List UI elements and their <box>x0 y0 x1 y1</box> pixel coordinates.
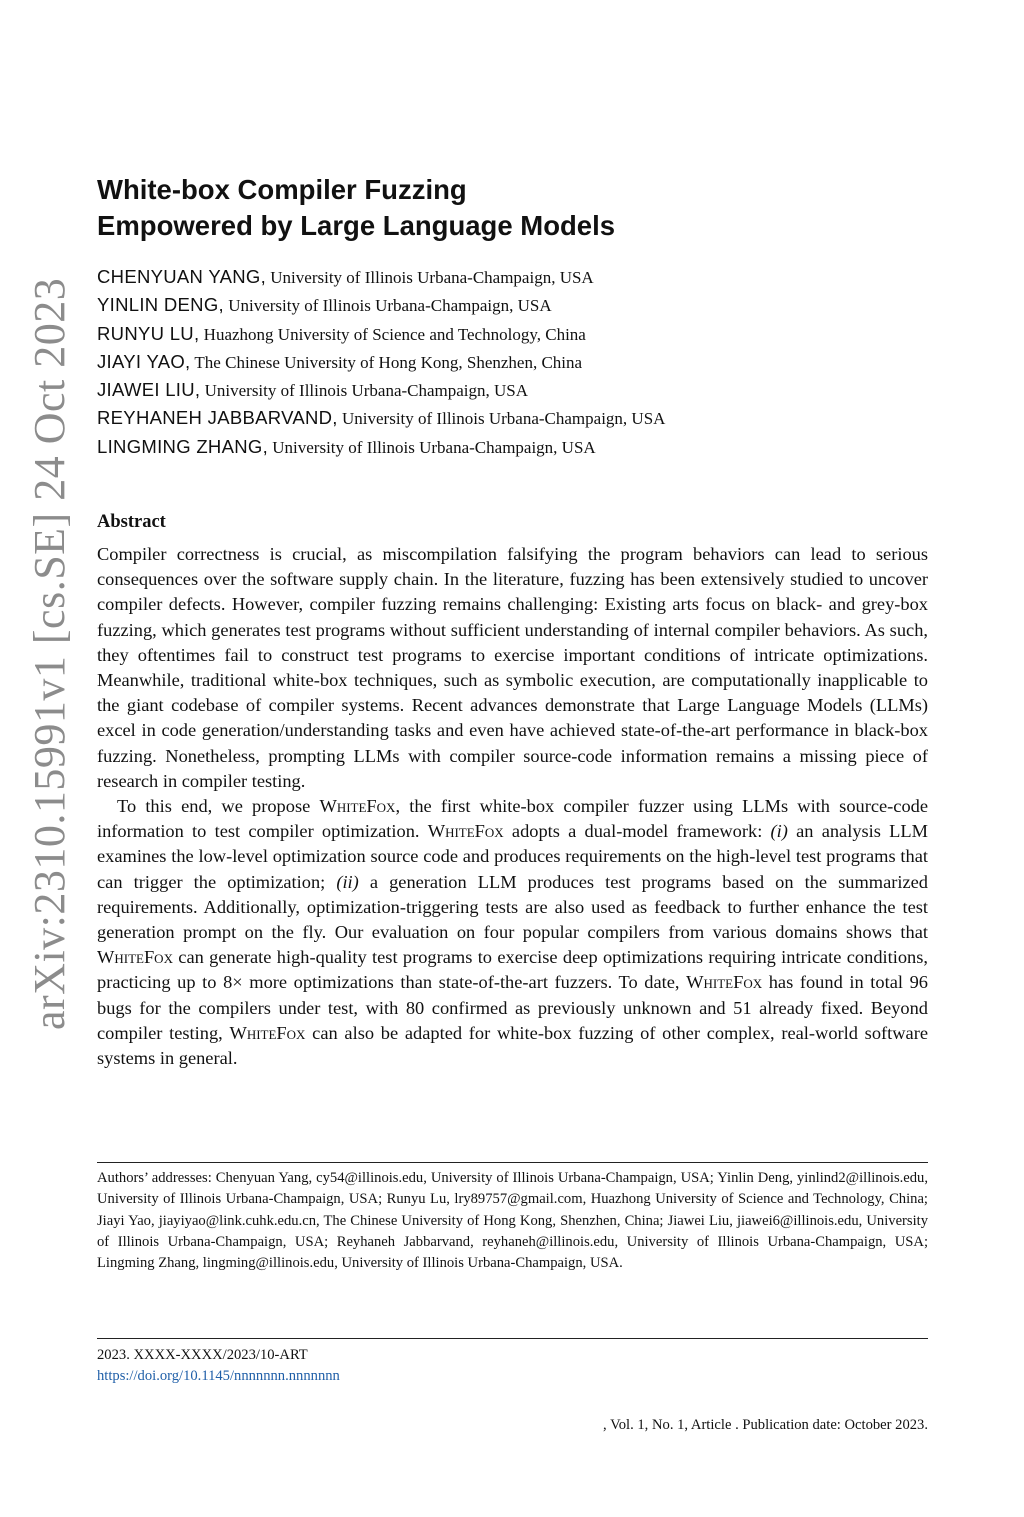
author-name: YINLIN DENG, <box>97 294 224 316</box>
text-run: a generation LLM produces test programs based on the summarized requirements. Additionally, optimization-triggering tests are also used as feedback to further enhance the test generation prompt on the fly. Our evaluation on four popular compilers from various domains shows that <box>97 871 928 943</box>
doi-link[interactable]: https://doi.org/10.1145/nnnnnnn.nnnnnnn <box>97 1368 340 1384</box>
text-run: can also be adapted for white-box fuzzing of other complex, real-world software systems in general. <box>97 1022 928 1069</box>
abstract-paragraph-1: Compiler correctness is crucial, as miscompilation falsifying the program behaviors can lead to serious consequences over the software supply chain. In the literature, fuzzing has been extensively studied to uncover compiler defects. However, compiler fuzzing remains challenging: Existing arts focus on black- and grey-box fuzzing, which generates test programs without sufficient understanding of internal compiler behaviors. As such, they oftentimes fail to construct test programs to exercise important conditions of intricate optimizations. Meanwhile, traditional white-box techniques, such as symbolic execution, are computationally inapplicable to the giant codebase of compiler systems. Recent advances demonstrate that Large Language Models (LLMs) excel in code generation/understanding tasks and even have achieved state-of-the-art performance in black-box fuzzing. Nonetheless, prompting LLMs with compiler source-code information remains a missing piece of research in compiler testing. <box>97 544 928 791</box>
page-footer: , Vol. 1, No. 1, Article . Publication date: October 2023. <box>603 1417 928 1433</box>
author-affiliation: Huazhong University of Science and Technology, China <box>199 324 586 344</box>
text-run: has found in total 96 bugs for the compilers under test, with 80 confirmed as previously unknown and 51 already fixed. Beyond compiler testing, <box>97 972 928 1043</box>
arxiv-stamp: arXiv:2310.15991v1 [cs.SE] 24 Oct 2023 <box>25 277 74 1030</box>
author-affiliation: The Chinese University of Hong Kong, Shenzhen, China <box>190 352 583 372</box>
author-affiliation: University of Illinois Urbana-Champaign, USA <box>266 268 594 287</box>
author-name: JIAWEI LIU, <box>97 379 201 401</box>
author-entry <box>97 433 937 461</box>
abstract-paragraph-2 <box>97 794 928 1071</box>
author-entry <box>97 291 937 319</box>
abstract-heading: Abstract <box>97 512 166 532</box>
author-entry <box>97 348 937 376</box>
author-name: REYHANEH JABBARVAND, <box>97 407 338 429</box>
author-name: LINGMING ZHANG, <box>97 435 269 457</box>
author-list <box>97 263 937 461</box>
footnote-divider <box>97 1162 928 1163</box>
paper-title <box>97 172 897 244</box>
enum-marker: (i) <box>770 821 788 842</box>
author-entry <box>97 376 937 404</box>
text-run: adopts a dual-model framework: <box>503 821 771 842</box>
author-entry <box>97 320 937 348</box>
tool-name: WhiteFox <box>686 972 763 993</box>
author-affiliation: University of Illinois Urbana-Champaign, USA <box>200 381 529 401</box>
text-run: an analysis LLM examines the low-level optimization source code and produces requirements on the high-level test programs that can trigger the optimization; <box>97 821 928 892</box>
authors-addresses-footnote: Authors’ addresses: Chenyuan Yang, cy54@illinois.edu, University of Illinois Urbana-Champaign, USA; Yinlin Deng, yinlind2@illinois.edu, University of Illinois Urbana-Champaign, USA; Runyu Lu, lry89757@gmail.com, Huazhong University of Science and Technology, China; Jiayi Yao, jiayiyao@link.cuhk.edu.cn, The Chinese University of Hong Kong, Shenzhen, China; Jiawei Liu, jiawei6@illinois.edu, University of Illinois Urbana-Champaign, USA; Reyhaneh Jabbarvand, reyhaneh@illinois.edu, University of Illinois Urbana-Champaign, USA; Lingming Zhang, lingming@illinois.edu, University of Illinois Urbana-Champaign, USA. <box>97 1170 928 1272</box>
tool-name: WhiteFox <box>427 821 504 842</box>
author-name: JIAYI YAO, <box>97 350 191 372</box>
author-entry <box>97 263 937 291</box>
author-entry <box>97 404 937 432</box>
enum-marker: (ii) <box>336 871 359 892</box>
text-run: can generate high-quality test programs to exercise deep optimizations requiring intricate conditions, practicing up to 8× more optimizations than state-of-the-art fuzzers. To date, <box>97 947 928 993</box>
publication-divider <box>97 1338 928 1339</box>
tool-name: WhiteFox <box>97 947 173 968</box>
tool-name: WhiteFox <box>319 796 396 817</box>
text-run: , the first white-box compiler fuzzer using LLMs with source-code information to test compiler optimization. <box>97 796 929 842</box>
text-run: To this end, we propose <box>117 796 320 817</box>
publication-info <box>97 1345 340 1387</box>
publication-id: 2023. XXXX-XXXX/2023/10-ART <box>97 1347 308 1363</box>
author-affiliation: University of Illinois Urbana-Champaign, USA <box>337 409 666 429</box>
author-affiliation: University of Illinois Urbana-Champaign, USA <box>268 437 596 457</box>
author-name: CHENYUAN YANG, <box>97 266 267 287</box>
title-line-1: White-box Compiler Fuzzing <box>97 174 467 205</box>
tool-name: WhiteFox <box>229 1022 306 1043</box>
abstract-body <box>97 542 928 1071</box>
title-line-2: Empowered by Large Language Models <box>97 210 616 241</box>
author-name: RUNYU LU, <box>97 322 200 344</box>
author-affiliation: University of Illinois Urbana-Champaign, USA <box>223 296 552 316</box>
